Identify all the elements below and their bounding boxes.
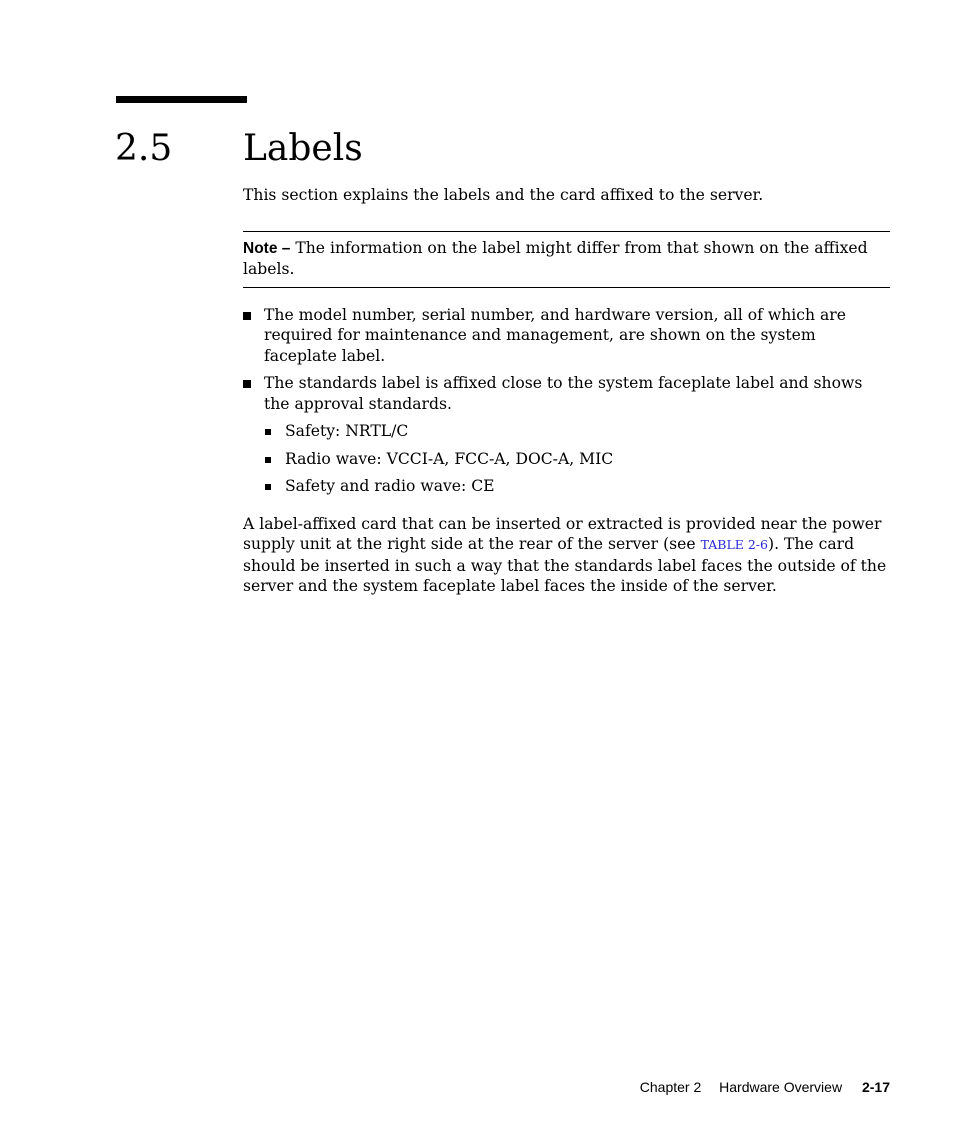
section-title: Labels [243, 128, 363, 169]
square-bullet-icon [265, 429, 271, 435]
table-cross-reference-link[interactable]: TABLE 2-6 [700, 537, 768, 552]
footer-chapter: Chapter 2 [639, 1079, 702, 1095]
bullet-list [243, 305, 890, 497]
square-bullet-icon [243, 380, 251, 388]
note-box [243, 231, 890, 288]
closing-paragraph [243, 514, 890, 597]
sub-list-item [264, 476, 890, 497]
section-rule [116, 96, 247, 103]
sub-bullet-list [264, 421, 890, 497]
section-body [243, 185, 890, 597]
note-text: The information on the label might differ from that shown on the affixed labels. [243, 238, 868, 278]
sub-list-item-text: Safety and radio wave: CE [285, 477, 495, 495]
footer-page-number: 2-17 [861, 1079, 890, 1095]
note-label: Note – [243, 239, 291, 257]
list-item-text: The model number, serial number, and hardware version, all of which are required for maintenance and management, are shown on the system faceplate label. [264, 305, 846, 365]
sub-list-item-text: Radio wave: VCCI-A, FCC-A, DOC-A, MIC [285, 449, 614, 468]
page-footer [640, 1078, 890, 1096]
square-bullet-icon [265, 457, 271, 463]
closing-text-after-link: ). The card should be inserted in such a way that the standards label faces the outside of the server and the system faceplate label faces the inside of the server. [243, 535, 887, 595]
section-number: 2.5 [115, 128, 173, 169]
sub-list-item-text: Safety: NRTL/C [285, 422, 409, 440]
list-item [243, 305, 890, 367]
sub-list-item [264, 449, 890, 470]
intro-paragraph: This section explains the labels and the card affixed to the server. [243, 186, 764, 204]
closing-text-before-link: A label-affixed card that can be inserted or extracted is provided near the power supply unit at the right side at the rear of the server (see [243, 514, 882, 553]
square-bullet-icon [243, 312, 251, 320]
sub-list-item [264, 421, 890, 442]
list-item-text: The standards label is affixed close to the system faceplate label and shows the approval standards. [264, 374, 863, 413]
footer-chapter-title: Hardware Overview [719, 1079, 843, 1095]
square-bullet-icon [265, 484, 271, 490]
list-item [243, 373, 890, 497]
